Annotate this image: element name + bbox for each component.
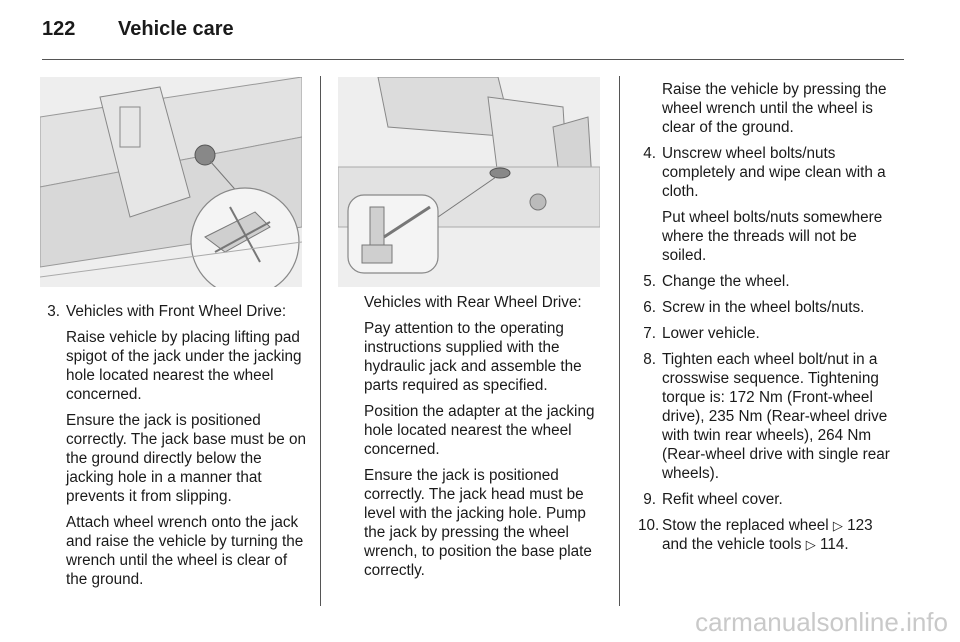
step-number: 8. xyxy=(643,351,656,368)
column-divider-1 xyxy=(320,76,321,606)
step-6 xyxy=(638,298,902,317)
step-text: and the vehicle tools xyxy=(662,536,802,553)
rear-jack-illustration xyxy=(338,77,600,287)
column-divider-2 xyxy=(619,76,620,606)
step-5 xyxy=(638,272,902,291)
step-text: Refit wheel cover. xyxy=(662,491,783,508)
step-8 xyxy=(638,350,902,483)
page-number: 122 xyxy=(42,18,76,40)
step-number: 3. xyxy=(47,303,60,320)
column-1 xyxy=(42,302,310,596)
paragraph: Ensure the jack is positioned correctly. The jack base must be on the ground directly below the jacking hole in a manner that prevents it from slipping. xyxy=(66,412,307,505)
paragraph: Attach wheel wrench onto the jack and raise the vehicle by turning the wrench until the wheel is clear of the ground. xyxy=(66,514,304,588)
step-text: Change the wheel. xyxy=(662,273,790,290)
step-4 xyxy=(638,144,902,201)
step-7 xyxy=(638,324,902,343)
paragraph: Raise vehicle by placing lifting pad spigot of the jack under the jacking hole located nearest the wheel concerned. xyxy=(66,329,302,403)
paragraph: Pay attention to the operating instructions supplied with the hydraulic jack and assemble the parts required as specified. xyxy=(364,320,582,394)
step-9 xyxy=(638,490,902,509)
page-ref-arrow-icon: ▷ xyxy=(832,518,843,533)
header-rule xyxy=(42,59,904,60)
step-number: 10. xyxy=(638,517,660,534)
page-ref[interactable]: 123 xyxy=(847,517,873,534)
paragraph: Position the adapter at the jacking hole located nearest the wheel concerned. xyxy=(364,403,595,458)
watermark: carmanualsonline.info xyxy=(695,607,948,637)
front-jack-illustration xyxy=(40,77,302,287)
step-number: 5. xyxy=(643,273,656,290)
paragraph: Raise the vehicle by pressing the wheel wrench until the wheel is clear of the ground. xyxy=(662,81,887,136)
paragraph: Put wheel bolts/nuts somewhere where the threads will not be soiled. xyxy=(662,209,883,264)
step-title: Vehicles with Front Wheel Drive: xyxy=(66,303,287,320)
column-3 xyxy=(638,80,902,561)
step-text: Unscrew wheel bolts/nuts completely and wipe clean with a cloth. xyxy=(662,145,886,200)
column-2 xyxy=(364,293,608,587)
step-number: 7. xyxy=(643,325,656,342)
step-number: 6. xyxy=(643,299,656,316)
step-number: 9. xyxy=(643,491,656,508)
step-3 xyxy=(42,302,310,321)
paragraph: Ensure the jack is positioned correctly. The jack head must be level with the jacking hole. Pump the jack by pressing the wheel wrench, to position the base plate correctly. xyxy=(364,467,592,579)
step-text: Stow the replaced wheel xyxy=(662,517,829,534)
step-text: Tighten each wheel bolt/nut in a crosswise sequence. Tightening torque is: 172 Nm (Front-wheel drive), 235 Nm (Rear-wheel drive with twin rear wheels), 264 Nm (Rear-wheel drive with single rear wheels). xyxy=(662,351,890,482)
step-number: 4. xyxy=(643,145,656,162)
section-heading: Vehicles with Rear Wheel Drive: xyxy=(364,294,582,311)
page-ref-arrow-icon: ▷ xyxy=(805,537,816,552)
page-ref[interactable]: 114. xyxy=(819,536,849,553)
page-title: Vehicle care xyxy=(118,18,234,40)
step-10 xyxy=(638,516,902,554)
step-text: Lower vehicle. xyxy=(662,325,760,342)
step-text: Screw in the wheel bolts/nuts. xyxy=(662,299,865,316)
